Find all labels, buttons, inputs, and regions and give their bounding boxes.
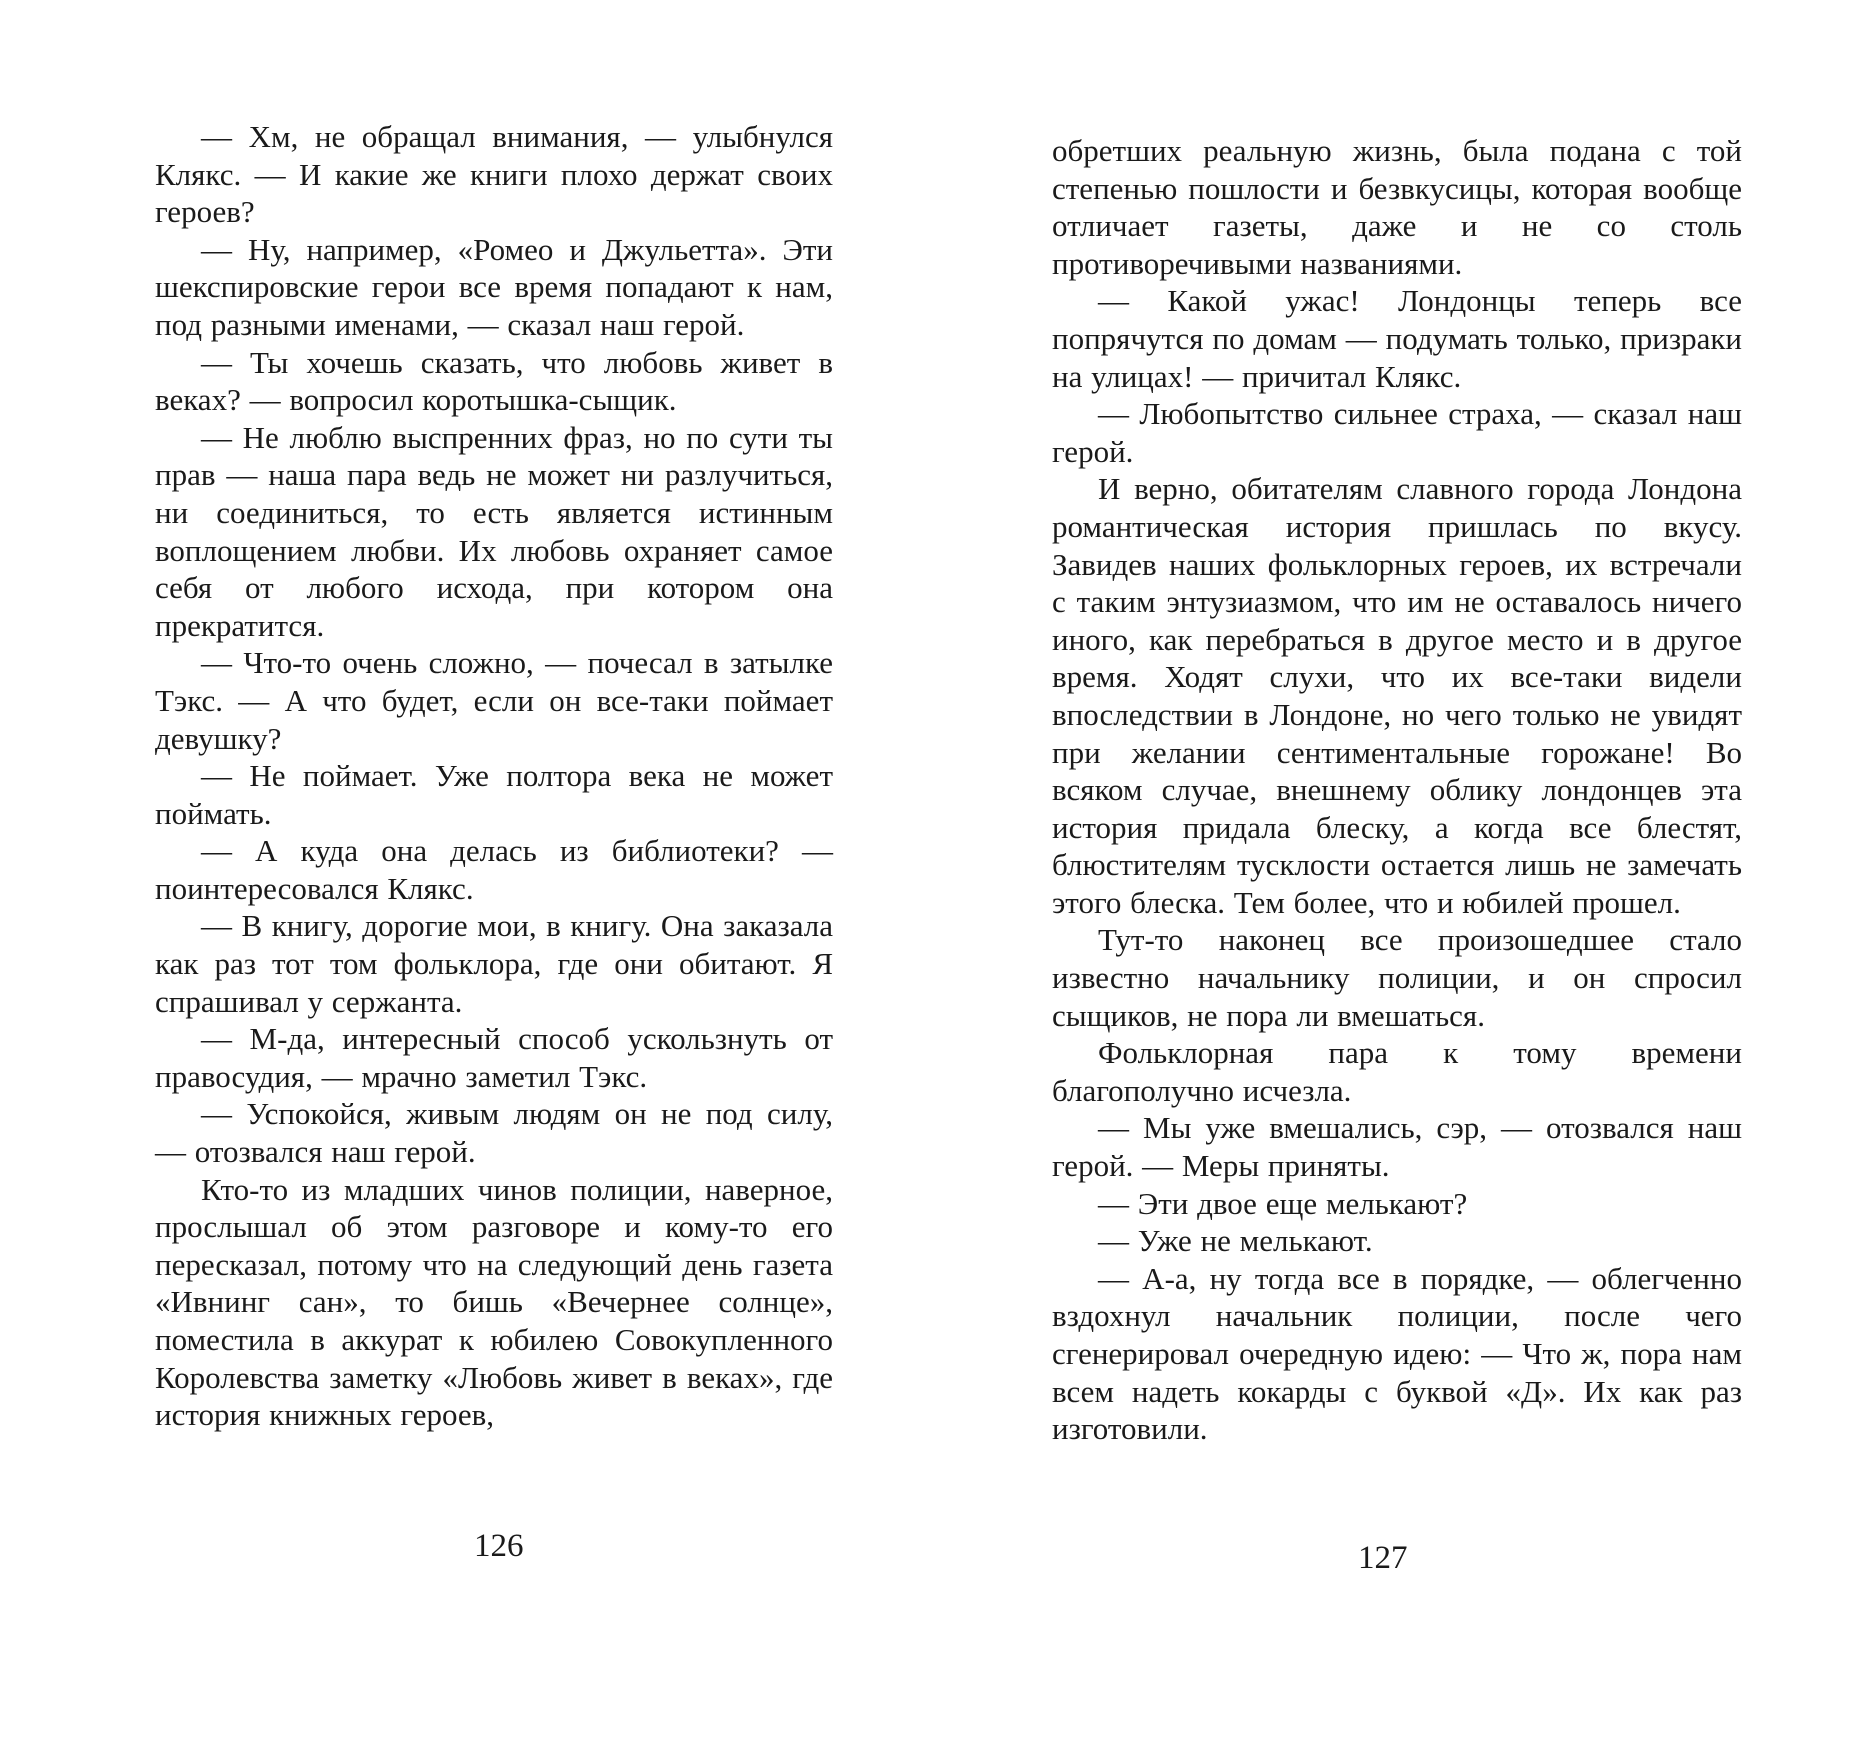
paragraph: — В книгу, дорогие мои, в книгу. Она заказала как раз тот том фольклора, где они обитают. Я спрашивал у сержанта. <box>155 908 833 1019</box>
paragraph: И верно, обитателям славного города Лондона романтическая история пришлась по вкусу. Завидев наших фольклорных героев, их встречали с таким энтузиазмом, что им не оставалось ничего иного, как перебраться в другое место и в другое время. Ходят слухи, что их все-таки видели впоследствии в Лондоне, но чего только не увидят при желании сентиментальные горожане! Во всяком случае, внешнему облику лондонцев эта история придала блеску, а когда все блестят, блюстителям тусклости остается лишь не замечать этого блеска. Тем более, что и юбилей прошел. <box>1052 471 1742 920</box>
paragraph: — Мы уже вмешались, сэр, — отозвался наш герой. — Меры приняты. <box>1052 1110 1742 1184</box>
paragraph: — М-да, интересный способ ускользнуть от правосудия, — мрачно заметил Тэкс. <box>155 1021 833 1094</box>
paragraph: — Какой ужас! Лондонцы теперь все попрячутся по домам — подумать только, призраки на улицах! — причитал Клякс. <box>1052 283 1742 394</box>
paragraph: — Не поймает. Уже полтора века не может поймать. <box>155 758 833 831</box>
paragraph: — Хм, не обращал внимания, — улыбнулся Клякс. — И какие же книги плохо держат своих героев? <box>155 119 833 230</box>
paragraph: — Успокойся, живым людям он не под силу, — отозвался наш герой. <box>155 1096 833 1170</box>
paragraph: — Любопытство сильнее страха, — сказал наш герой. <box>1052 396 1742 469</box>
paragraph-continued: обретших реальную жизнь, была подана с той степенью пошлости и безвкусицы, которая вообще отличает газеты, даже и не со столь противоречивыми названиями. <box>1052 133 1742 281</box>
paragraph: — Ну, например, «Ромео и Джульетта». Эти шекспировские герои все время попадают к нам, под разными именами, — сказал наш герой. <box>155 231 833 342</box>
paragraph: Кто-то из младших чинов полиции, наверное, прослышал об этом разговоре и кому-то его пересказал, потому что на следующий день газета «Ивнинг сан», то бишь «Вечернее солнце», поместила в аккурат к юбилею Совокупленного Королевства заметку «Любовь живет в веках», где история книжных героев, <box>155 1171 833 1433</box>
paragraph: — А-а, ну тогда все в порядке, — облегченно вздохнул начальник полиции, после чего сгенерировал очередную идею: — Что ж, пора нам всем надеть кокарды с буквой «Д». Их как раз изготовили. <box>1052 1260 1742 1447</box>
paragraph: — Эти двое еще мелькают? <box>1098 1185 1468 1221</box>
left-page-number: 126 <box>474 1528 524 1564</box>
left-page-text <box>155 118 833 1434</box>
book-gutter <box>935 0 937 1756</box>
paragraph: — Не люблю выспренних фраз, но по сути ты прав — наша пара ведь не может ни разлучиться, ни соединиться, то есть является истинным воплощением любви. Их любовь охраняет самое себя от любого исхода, при котором она прекратится. <box>155 419 833 643</box>
paragraph: Тут-то наконец все произошедшее стало известно начальнику полиции, и он спросил сыщиков, не пора ли вмешаться. <box>1052 922 1742 1033</box>
paragraph: — Ты хочешь сказать, что любовь живет в веках? — вопросил коротышка-сыщик. <box>155 344 833 418</box>
right-page-number: 127 <box>1358 1540 1408 1576</box>
paragraph: — А куда она делась из библиотеки? — поинтересовался Клякс. <box>155 833 833 906</box>
paragraph: — Что-то очень сложно, — почесал в затылке Тэкс. — А что будет, если он все-таки поймает девушку? <box>155 645 833 756</box>
paragraph: Фольклорная пара к тому времени благополучно исчезла. <box>1052 1035 1742 1108</box>
right-page-text <box>1052 132 1742 1448</box>
paragraph: — Уже не мелькают. <box>1098 1223 1373 1259</box>
